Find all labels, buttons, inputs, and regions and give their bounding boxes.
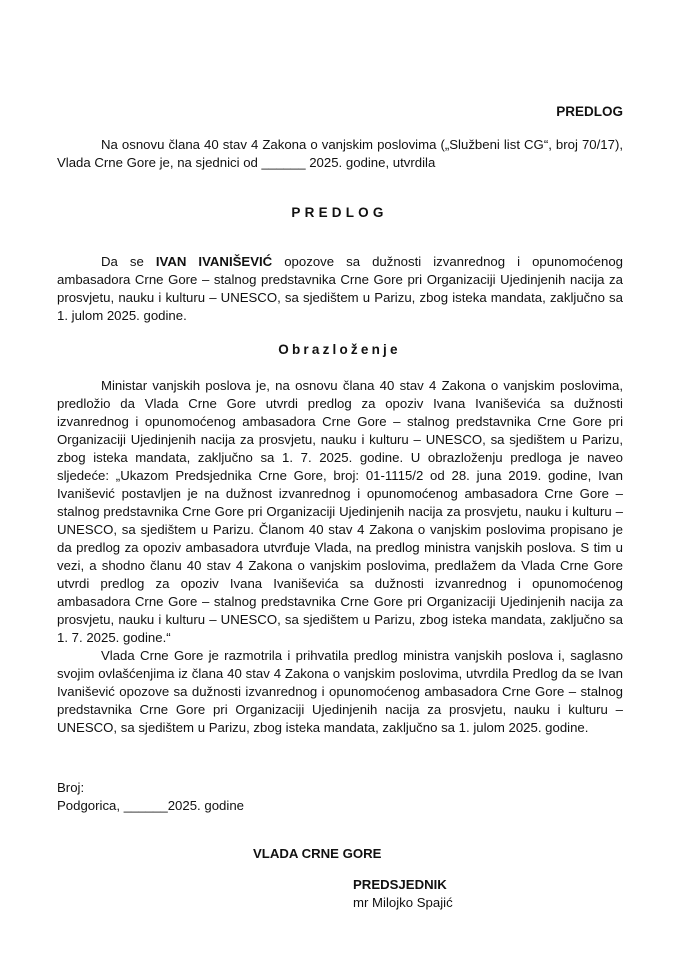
intro-text: Na osnovu člana 40 stav 4 Zakona o vanjskim poslovima („Službeni list CG“, broj 70/17), Vlada Crne Gore je, na sjednici od ______ 2025. godine, utvrdila [57,137,623,170]
decision-text [57,253,623,325]
number-label: Broj: [57,780,85,795]
place-date: Podgorica, ______2025. godine [57,798,244,813]
decision-prefix: Da se [101,254,156,269]
document-type-label: PREDLOG [556,104,623,119]
explanation-section [57,377,623,737]
signatory-title: PREDSJEDNIK [353,877,447,892]
intro-paragraph [57,136,623,172]
government-name: VLADA CRNE GORE [253,846,382,861]
explanation-paragraph-1: Ministar vanjskih poslova je, na osnovu člana 40 stav 4 Zakona o vanjskim poslovima, predložio da Vlada Crne Gore utvrdi predlog za opoziv Ivana Ivaniševića sa dužnosti izvanrednog i opunomoćenog ambasadora Crne Gore – stalnog predstavnika Crne Gore pri Organizaciji Ujedinjenih nacija za prosvjetu, nauku i kulturu – UNESCO, sa sjedištem u Parizu, zbog isteka mandata, zaključno sa 1. 7. 2025. godine. U obrazloženju predloga je naveo sljedeće: „Ukazom Predsjednika Crne Gore, broj: 01-1115/2 od 28. juna 2019. godine, Ivan Ivanišević postavljen je na dužnost izvanrednog i opunomoćenog ambasadora Crne Gore – stalnog predstavnika Crne Gore pri Organizaciji Ujedinjenih nacija za prosvjetu, nauku i kulturu – UNESCO, sa sjedištem u Parizu. Članom 40 stav 4 Zakona o vanjskim poslovima propisano je da predlog za opoziv ambasadora utvrđuje Vlada, na predlog ministra vanjskih poslova. S tim u vezi, a shodno članu 40 stav 4 Zakona o vanjskim poslovima, predlažem da Vlada Crne Gore utvrdi predlog za opoziv Ivana Ivaniševića sa dužnosti izvanrednog i opunomoćenog ambasadora Crne Gore – stalnog predstavnika Crne Gore pri Organizaciji Ujedinjenih nacija za prosvjetu, nauku i kulturu – UNESCO, sa sjedištem u Parizu, zbog isteka mandata, zaključno sa 1. 7. 2025. godine.“ [57,378,623,645]
decision-paragraph [57,253,623,325]
ambassador-name: IVAN IVANIŠEVIĆ [155,254,273,269]
explanation-heading: Obrazloženje [278,342,401,357]
signatory-name: mr Milojko Spajić [353,895,453,910]
explanation-paragraph-2: Vlada Crne Gore je razmotrila i prihvatila predlog ministra vanjskih poslova i, saglasno svojim ovlašćenjima iz člana 40 stav 4 Zakona o vanjskim poslovima, utvrdila Predlog da se Ivan Ivanišević opozove sa dužnosti izvanrednog i opunomoćenog ambasadora Crne Gore – stalnog predstavnika Crne Gore pri Organizaciji Ujedinjenih nacija za prosvjetu, nauku i kulturu – UNESCO, sa sjedištem u Parizu, zbog isteka mandata, zaključno sa 1. julom 2025. godine. [57,648,623,735]
decision-body: opozove sa dužnosti izvanrednog i opunomoćenog ambasadora Crne Gore – stalnog predstavnika Crne Gore pri Organizaciji Ujedinjenih nacija za prosvjetu, nauku i kulturu – UNESCO, sa sjedištem u Parizu, zbog isteka mandata, zaključno sa 1. julom 2025. godine. [57,254,623,323]
predlog-heading: PREDLOG [291,205,388,220]
